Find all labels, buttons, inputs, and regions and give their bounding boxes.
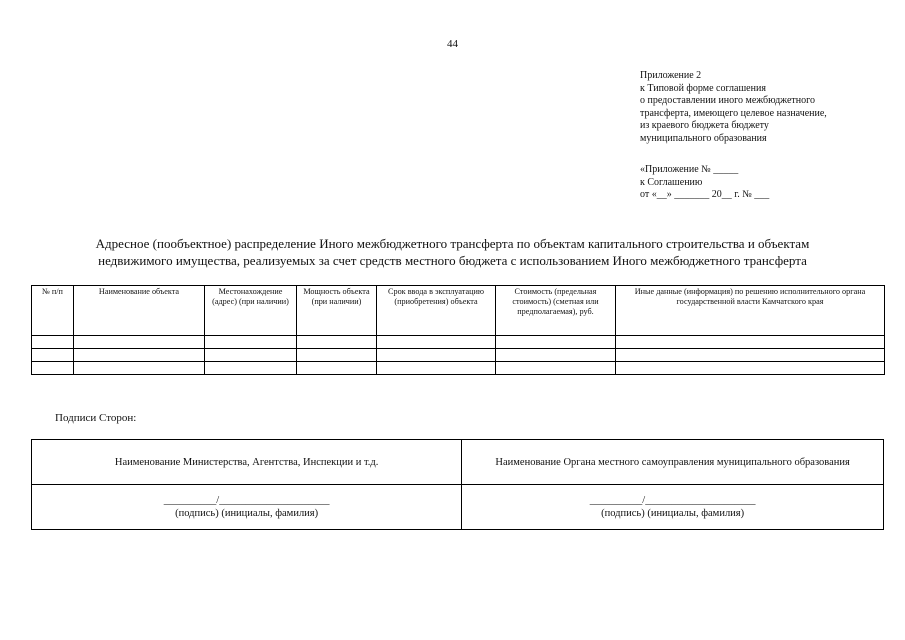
table-cell[interactable] bbox=[616, 349, 885, 362]
appendix-line: муниципального образования bbox=[640, 132, 767, 144]
table-row bbox=[32, 349, 885, 362]
table-cell[interactable] bbox=[297, 349, 377, 362]
page-number: 44 bbox=[447, 38, 458, 50]
title-line-1: Адресное (пообъектное) распределение Иного межбюджетного трансферта по объектам капитального строительства и объектам bbox=[95, 236, 810, 251]
table-row bbox=[32, 336, 885, 349]
signature-cell-left[interactable] bbox=[32, 485, 462, 530]
table-cell[interactable] bbox=[377, 349, 496, 362]
table-cell[interactable] bbox=[297, 362, 377, 375]
appendix-line: к Типовой форме соглашения bbox=[640, 82, 766, 94]
appendix-line: о предоставлении иного межбюджетного bbox=[640, 95, 815, 107]
party-left-name: Наименование Министерства, Агентства, Инспекции и т.д. bbox=[32, 440, 462, 485]
agreement-ref-line: «Приложение № _____ bbox=[640, 164, 739, 175]
party-right-name: Наименование Органа местного самоуправления муниципального образования bbox=[462, 440, 884, 485]
title-line-2: недвижимого имущества, реализуемых за счет средств местного бюджета с использованием Иного межбюджетного трансферта bbox=[98, 253, 807, 268]
signatures-caption: Подписи Сторон: bbox=[55, 412, 137, 424]
appendix-line: Приложение 2 bbox=[640, 70, 702, 81]
appendix-reference bbox=[640, 70, 900, 146]
table-cell[interactable] bbox=[377, 336, 496, 349]
table-cell[interactable] bbox=[616, 336, 885, 349]
signatures-table bbox=[31, 439, 884, 530]
col-header-commissioning: Срок ввода в эксплуатацию (приобретения) объекта bbox=[377, 286, 496, 336]
col-header-cost: Стоимость (предельная стоимость) (сметная или предполагаемая), руб. bbox=[496, 286, 616, 336]
appendix-line: из краевого бюджета бюджету bbox=[640, 120, 769, 132]
agreement-reference bbox=[640, 164, 900, 202]
table-cell[interactable] bbox=[74, 362, 205, 375]
table-cell[interactable] bbox=[32, 349, 74, 362]
table-cell[interactable] bbox=[616, 362, 885, 375]
table-cell[interactable] bbox=[496, 336, 616, 349]
col-header-location: Местонахождение (адрес) (при наличии) bbox=[205, 286, 297, 336]
col-header-other-data: Иные данные (информация) по решению исполнительного органа государственной власти Камчатского края bbox=[616, 286, 885, 336]
table-cell[interactable] bbox=[205, 362, 297, 375]
table-cell[interactable] bbox=[32, 362, 74, 375]
table-cell[interactable] bbox=[496, 362, 616, 375]
col-header-capacity: Мощность объекта (при наличии) bbox=[297, 286, 377, 336]
table-cell[interactable] bbox=[32, 336, 74, 349]
signatures-row bbox=[32, 485, 884, 530]
col-header-number: № п/п bbox=[32, 286, 74, 336]
table-cell[interactable] bbox=[74, 349, 205, 362]
table-cell[interactable] bbox=[205, 336, 297, 349]
table-header-row bbox=[32, 286, 885, 336]
signature-line: __________/_____________________ bbox=[589, 495, 756, 506]
signature-hint: (подпись) (инициалы, фамилия) bbox=[175, 508, 319, 519]
col-header-object-name: Наименование объекта bbox=[74, 286, 205, 336]
agreement-ref-line: к Соглашению bbox=[640, 176, 703, 188]
table-row bbox=[32, 362, 885, 375]
agreement-ref-line: от «__» _______ 20__ г. № ___ bbox=[640, 189, 770, 201]
table-cell[interactable] bbox=[297, 336, 377, 349]
signature-cell-right[interactable] bbox=[462, 485, 884, 530]
document-title bbox=[0, 235, 905, 269]
table-cell[interactable] bbox=[377, 362, 496, 375]
appendix-line: трансферта, имеющего целевое назначение, bbox=[640, 107, 827, 119]
signature-line: __________/_____________________ bbox=[163, 495, 330, 506]
table-cell[interactable] bbox=[496, 349, 616, 362]
signature-hint: (подпись) (инициалы, фамилия) bbox=[601, 508, 745, 519]
table-cell[interactable] bbox=[205, 349, 297, 362]
objects-table bbox=[31, 285, 885, 375]
signatures-header-row bbox=[32, 440, 884, 485]
table-cell[interactable] bbox=[74, 336, 205, 349]
